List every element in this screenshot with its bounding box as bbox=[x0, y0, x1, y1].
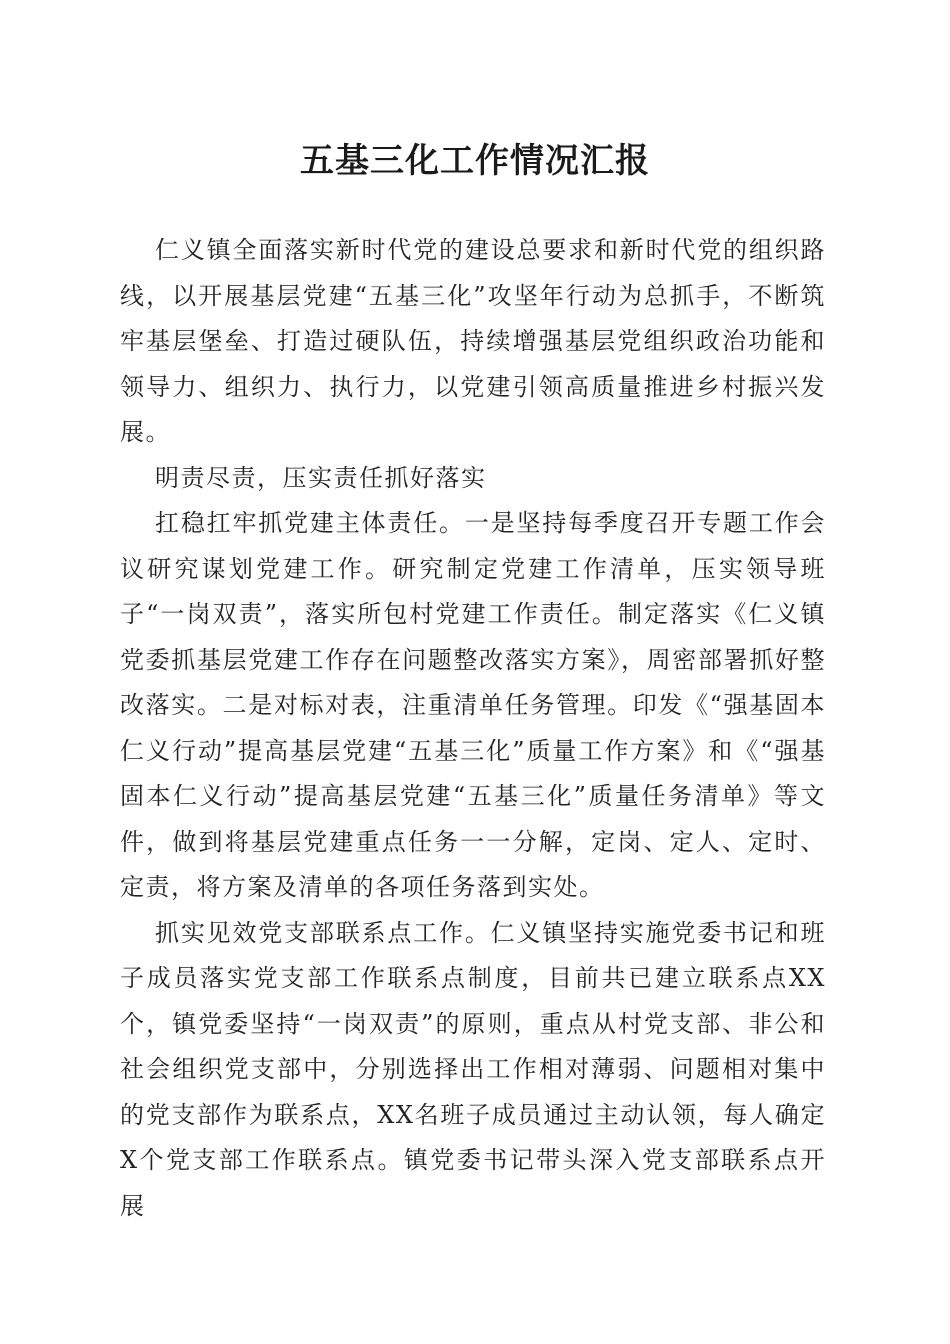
document-title: 五基三化工作情况汇报 bbox=[300, 141, 650, 181]
paragraph-intro: 仁义镇全面落实新时代党的建设总要求和新时代党的组织路线，以开展基层党建“五基三化”攻坚年行动为总抓手，不断筑牢基层堡垒、打造过硬队伍，持续增强基层党组织政治功能和领导力、组织力、执行力，以党建引领高质量推进乡村振兴发展。 bbox=[120, 236, 826, 446]
paragraph-responsibility: 扛稳扛牢抓党建主体责任。一是坚持每季度召开专题工作会议研究谋划党建工作。研究制定党建工作清单，压实领导班子“一岗双责”，落实所包村党建工作责任。制定落实《仁义镇党委抓基层党建工作存在问题整改落实方案》，周密部署抓好整改落实。二是对标对表，注重清单任务管理。印发《“强基固本仁义行动”提高基层党建“五基三化”质量工作方案》和《“强基固本仁义行动”提高基层党建“五基三化”质量任务清单》等文件，做到将基层党建重点任务一一分解，定岗、定人、定时、定责，将方案及清单的各项任务落到实处。 bbox=[120, 509, 826, 901]
section-heading: 明责尽责，压实责任抓好落实 bbox=[155, 463, 487, 492]
paragraph-contact-points: 抓实见效党支部联系点工作。仁义镇坚持实施党委书记和班子成员落实党支部工作联系点制度，目前共已建立联系点XX个，镇党委坚持“一岗双责”的原则，重点从村党支部、非公和社会组织党支部中，分别选择出工作相对薄弱、问题相对集中的党支部作为联系点，XX名班子成员通过主动认领，每人确定X个党支部工作联系点。镇党委书记带头深入党支部联系点开展 bbox=[120, 918, 826, 1220]
document-body bbox=[120, 228, 826, 1229]
